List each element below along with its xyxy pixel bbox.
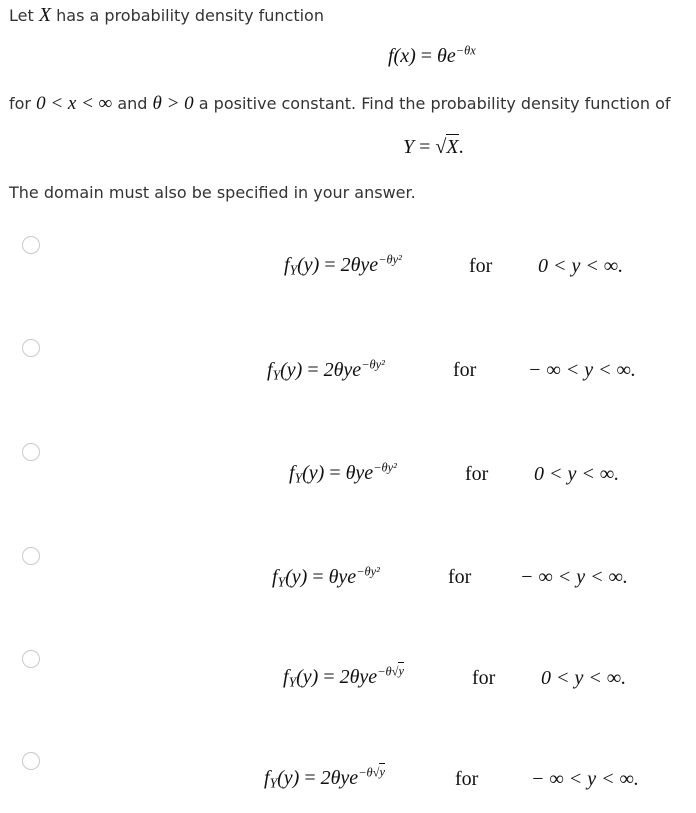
option-5-formula (283, 666, 404, 689)
option-5-for: for (472, 667, 496, 689)
question-intro (9, 4, 324, 27)
option-1-equals: = (324, 254, 336, 276)
transform-equation (403, 136, 464, 159)
option-4-radio[interactable] (22, 547, 40, 565)
option-4-for: for (448, 566, 472, 588)
option-2-equals: = (307, 359, 319, 381)
option-1-lhs-arg: (y) (297, 254, 320, 276)
option-4-coef: θye (328, 566, 357, 588)
option-4-equals: = (312, 566, 324, 588)
option-6-lhs: f (264, 767, 270, 789)
cond-pre: for (9, 94, 31, 113)
option-2-coef: 2θye (323, 359, 362, 381)
option-2-radio[interactable] (22, 339, 40, 357)
option-5-exp-sqrt-arg: y (398, 664, 404, 679)
option-6-exp-pre: −θ (358, 765, 373, 780)
option-4-lhs-sub: Y (277, 574, 286, 590)
pdf-equation (388, 45, 476, 68)
option-1-radio[interactable] (22, 236, 40, 254)
option-1-lhs-sub: Y (289, 262, 298, 278)
transform-lhs: Y (403, 136, 415, 158)
option-3-domain: 0 < y < ∞. (534, 463, 620, 485)
option-3-exponent: −θy² (373, 460, 397, 475)
option-3-equals: = (329, 462, 341, 484)
option-1-exponent: −θy² (378, 252, 402, 267)
cond-post: a positive constant. Find the probability density function of (198, 94, 671, 113)
option-4-lhs: f (272, 566, 278, 588)
option-2-for: for (453, 359, 477, 381)
option-1-domain: 0 < y < ∞. (538, 255, 624, 277)
option-5-equals: = (323, 666, 335, 688)
option-1-for: for (469, 255, 493, 277)
pdf-equals: = (420, 45, 433, 67)
option-5-lhs-sub: Y (288, 674, 297, 690)
pdf-rhs-exponent: −θx (455, 43, 476, 58)
option-6-for: for (455, 768, 479, 790)
option-4-formula (272, 566, 380, 589)
intro-post: has a probability density function (56, 6, 324, 25)
pdf-lhs: f(x) (388, 45, 416, 67)
transform-sqrt-symbol: √ (435, 136, 447, 158)
option-4-lhs-arg: (y) (285, 566, 308, 588)
option-3-lhs-arg: (y) (302, 462, 325, 484)
option-2-lhs-sub: Y (272, 367, 281, 383)
option-5-exponent (377, 662, 404, 678)
cond-theta: θ > 0 (152, 93, 194, 114)
option-2-exponent: −θy² (361, 357, 385, 372)
transform-sqrt-arg: X (446, 136, 459, 158)
option-5-exp-sqrt-symbol: √ (391, 664, 399, 679)
domain-note: The domain must also be specified in your answer. (9, 183, 416, 202)
option-5-coef: 2θye (339, 666, 378, 688)
option-5-lhs-arg: (y) (296, 666, 319, 688)
option-2-domain: − ∞ < y < ∞. (528, 359, 636, 381)
question-conditions (9, 93, 671, 115)
option-6-lhs-sub: Y (269, 775, 278, 791)
option-3-formula (289, 462, 397, 485)
option-6-coef: 2θye (320, 767, 359, 789)
option-6-equals: = (304, 767, 316, 789)
option-5-lhs: f (283, 666, 289, 688)
cond-and: and (117, 94, 148, 113)
pdf-rhs-base: θe (437, 45, 456, 67)
option-6-lhs-arg: (y) (277, 767, 300, 789)
option-2-lhs: f (267, 359, 273, 381)
option-3-for: for (465, 463, 489, 485)
option-2-formula (267, 359, 385, 382)
intro-pre: Let (9, 6, 34, 25)
option-3-radio[interactable] (22, 443, 40, 461)
option-2-lhs-arg: (y) (280, 359, 303, 381)
option-1-lhs: f (284, 254, 290, 276)
transform-end: . (458, 136, 464, 158)
option-3-lhs-sub: Y (294, 470, 303, 486)
option-4-exponent: −θy² (356, 564, 380, 579)
option-5-domain: 0 < y < ∞. (541, 667, 627, 689)
option-6-exponent (358, 763, 385, 779)
option-5-exp-pre: −θ (377, 664, 392, 679)
option-3-coef: θye (345, 462, 374, 484)
option-6-radio[interactable] (22, 752, 40, 770)
option-1-formula (284, 254, 402, 277)
intro-variable: X (38, 4, 52, 26)
option-6-exp-sqrt-arg: y (379, 765, 385, 780)
transform-equals: = (419, 136, 431, 158)
option-1-coef: 2θye (340, 254, 379, 276)
option-4-domain: − ∞ < y < ∞. (520, 566, 628, 588)
option-6-domain: − ∞ < y < ∞. (531, 768, 639, 790)
option-6-exp-sqrt-symbol: √ (372, 765, 380, 780)
option-5-radio[interactable] (22, 650, 40, 668)
option-6-formula (264, 767, 385, 790)
cond-x-range: 0 < x < ∞ (36, 93, 113, 114)
option-3-lhs: f (289, 462, 295, 484)
